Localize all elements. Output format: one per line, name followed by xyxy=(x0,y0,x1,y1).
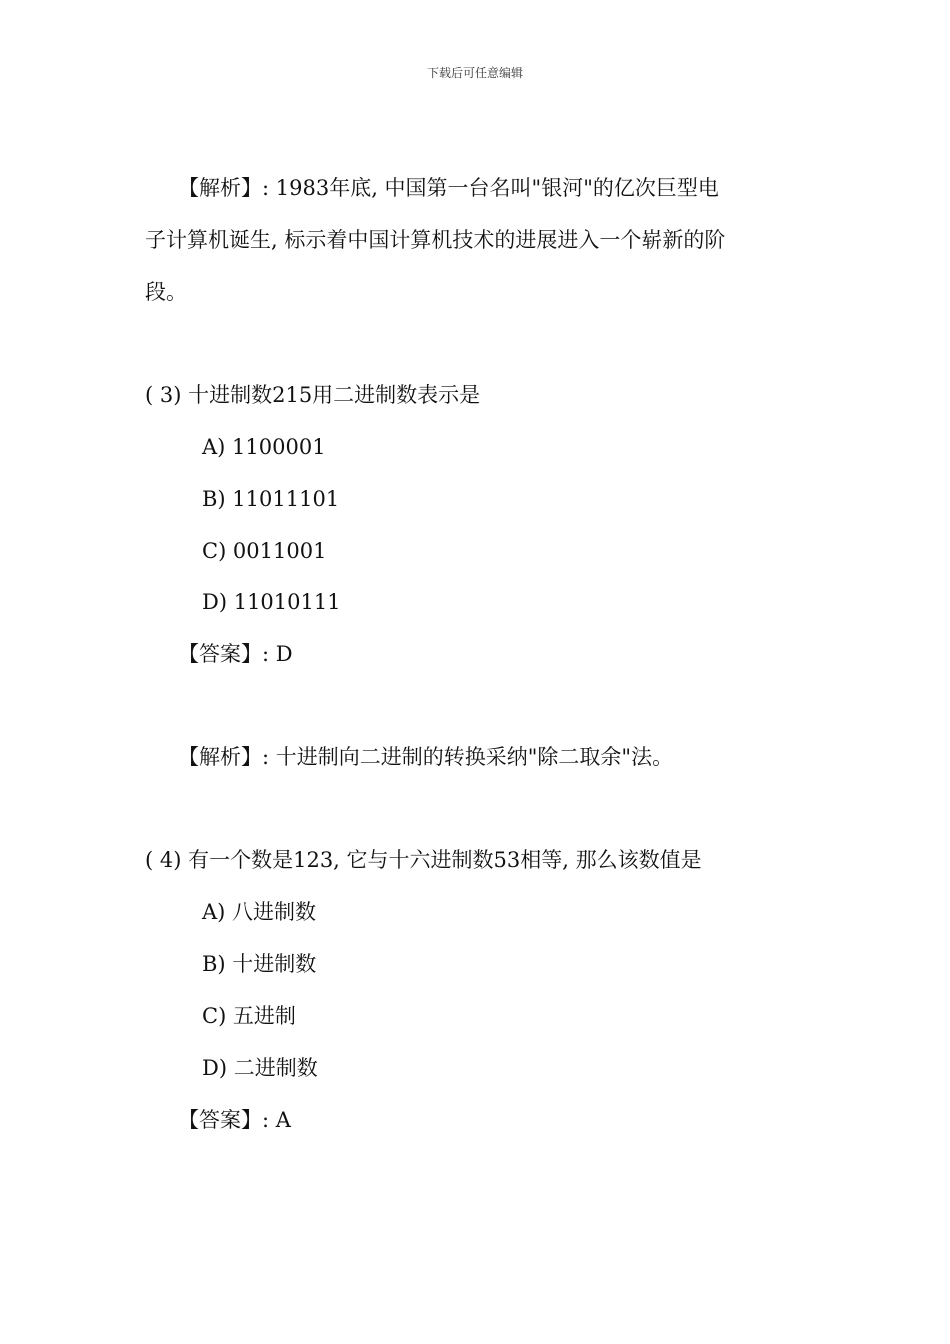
question-4-option-d: D) 二进制数 xyxy=(202,1056,318,1080)
analysis-1-line-2: 子计算机诞生, 标示着中国计算机技术的进展进入一个崭新的阶 xyxy=(145,228,726,252)
question-4-option-b: B) 十进制数 xyxy=(202,952,317,976)
analysis-1-line-1: 【解析】: 1983年底, 中国第一台名叫"银河"的亿次巨型电 xyxy=(178,176,719,200)
question-3-option-b: B) 11011101 xyxy=(202,487,340,511)
page-header: 下载后可任意编辑 xyxy=(426,66,523,80)
question-4-answer: 【答案】: A xyxy=(178,1108,291,1132)
question-4-option-c: C) 五进制 xyxy=(202,1004,296,1028)
question-3-option-d: D) 11010111 xyxy=(202,590,341,614)
question-3-stem: ( 3) 十进制数215用二进制数表示是 xyxy=(145,383,481,407)
question-3-option-a: A) 1100001 xyxy=(202,435,326,459)
analysis-3: 【解析】: 十进制向二进制的转换采纳"除二取余"法。 xyxy=(178,745,674,769)
analysis-1-line-3: 段。 xyxy=(145,280,187,304)
question-3-answer: 【答案】: D xyxy=(178,642,293,666)
question-4-option-a: A) 八进制数 xyxy=(202,900,317,924)
question-4-stem: ( 4) 有一个数是123, 它与十六进制数53相等, 那么该数值是 xyxy=(145,848,702,872)
question-3-option-c: C) 0011001 xyxy=(202,539,327,563)
